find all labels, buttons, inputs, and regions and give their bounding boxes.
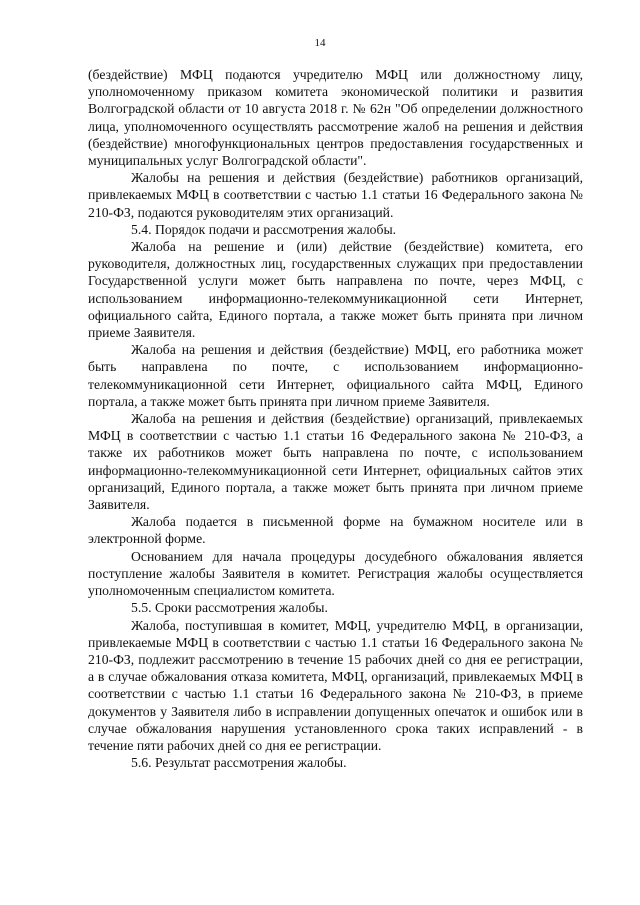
paragraph-complaint-form: Жалоба подается в письменной форме на бумажном носителе или в электронной форме. xyxy=(88,514,583,547)
paragraph-complaint-committee: Жалоба на решение и (или) действие (бездействие) комитета, его руководителя, должностных лиц, государственных служащих при предоставлении Государственной услуги может быть направлена по почте, через МФЦ, с использованием информационно-телекоммуникационной сети Интернет, официального сайта, Единого портала, а также может быть принята при личном приеме Заявителя. xyxy=(88,239,583,341)
paragraph-procedure-basis: Основанием для начала процедуры досудебного обжалования является поступление жалобы Заявителя в комитет. Регистрация жалобы осуществляется уполномоченным специалистом комитета. xyxy=(88,548,583,599)
document-body xyxy=(88,66,583,771)
paragraph-complaint-organizations: Жалоба на решения и действия (бездействие) организаций, привлекаемых МФЦ в соответствии с частью 1.1 статьи 16 Федерального закона № 210-ФЗ, а также их работников может быть направлена по почте, с использованием информационно-телекоммуникационной сети Интернет, официальных сайтов этих организаций, Единого портала, а также может быть принята при личном приеме Заявителя. xyxy=(88,411,583,513)
section-heading-5-6: 5.6. Результат рассмотрения жалобы. xyxy=(131,755,347,771)
page-number: 14 xyxy=(314,37,326,49)
paragraph-complaints-organizations: Жалобы на решения и действия (бездействие) работников организаций, привлекаемых МФЦ в соответствии с частью 1.1 статьи 16 Федерального закона № 210-ФЗ, подаются руководителям этих организаций. xyxy=(88,170,583,220)
paragraph-review-terms: Жалоба, поступившая в комитет, МФЦ, учредителю МФЦ, в организации, привлекаемые МФЦ в соответствии с частью 1.1 статьи 16 Федерального закона № 210-ФЗ, подлежит рассмотрению в течение 15 рабочих дней со дня ее регистрации, а в случае обжалования отказа комитета, МФЦ, организаций, привлекаемых МФЦ в соответствии с частью 1.1 статьи 16 Федерального закона № 210-ФЗ, в приеме документов у Заявителя либо в исправлении допущенных опечаток и ошибок или в случае обжалования нарушения установленного срока таких исправлений - в течение пяти рабочих дней со дня ее регистрации. xyxy=(88,617,583,753)
section-heading-5-5: 5.5. Сроки рассмотрения жалобы. xyxy=(131,600,328,616)
section-heading-5-4: 5.4. Порядок подачи и рассмотрения жалобы. xyxy=(131,221,397,237)
paragraph-complaint-mfc: Жалоба на решения и действия (бездействие) МФЦ, его работника может быть направлена по почте, с использованием информационно-телекоммуникационной сети Интернет, официального сайта МФЦ, Единого портала, а также может быть принята при личном приеме Заявителя. xyxy=(88,342,583,409)
paragraph-continuation: (бездействие) МФЦ подаются учредителю МФЦ или должностному лицу, уполномоченному приказом комитета экономической политики и развития Волгоградской области от 10 августа 2018 г. № 62н "Об определении должностного лица, уполномоченного осуществлять рассмотрение жалоб на решения и действия (бездействие) многофункциональных центров предоставления государственных и муниципальных услуг Волгоградской области". xyxy=(88,67,583,169)
